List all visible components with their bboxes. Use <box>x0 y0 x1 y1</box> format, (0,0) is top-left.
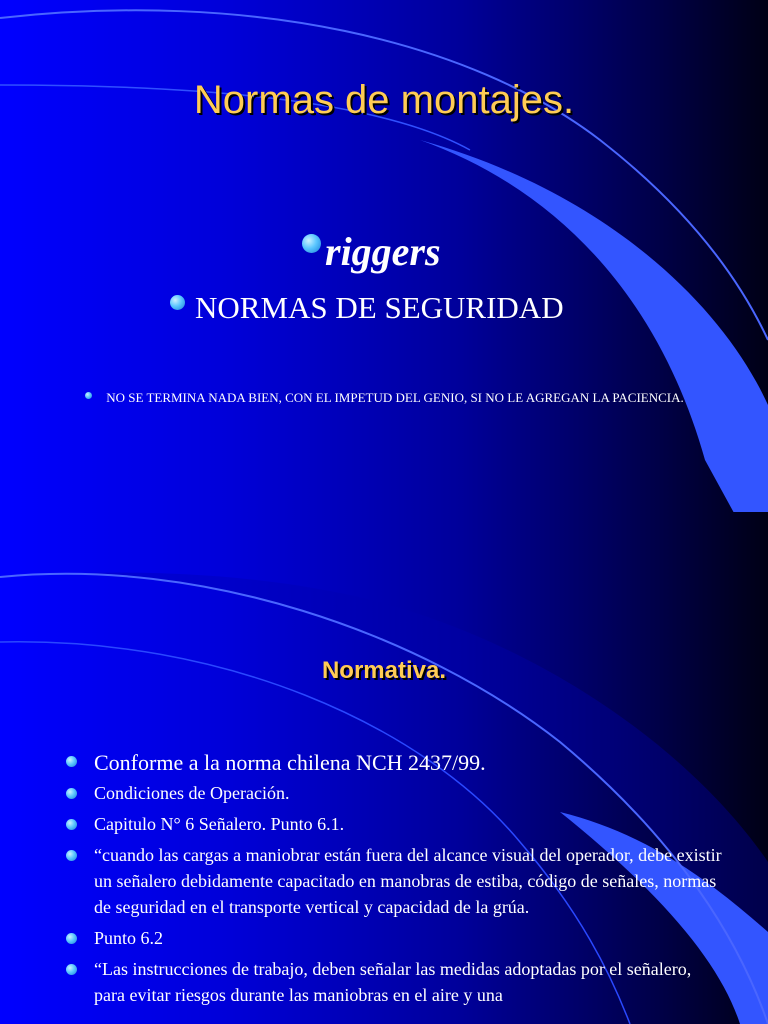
slide-2 <box>0 512 768 1024</box>
list-item <box>66 956 726 1008</box>
bullet-normas-de-seguridad <box>170 290 564 326</box>
slide-title: Normas de montajes. <box>193 78 575 122</box>
bullet-dot-icon <box>170 295 185 310</box>
list-item <box>66 925 726 951</box>
list-item-text: Conforme a la norma chilena NCH 2437/99. <box>94 750 486 775</box>
slide-title: Normativa. <box>321 657 447 684</box>
bullet-dot-icon <box>66 756 77 767</box>
list-item-text: Condiciones de Operación. <box>94 783 290 803</box>
bullet-dot-icon <box>66 933 77 944</box>
list-item-text: “cuando las cargas a maniobrar están fuera del alcance visual del operador, debe existir un señalero debidamente capacitado en manobras de estiba, código de señales, normas de seguridad en el transporte vertical y capacidad de la grúa. <box>94 845 722 917</box>
bullet-dot-icon <box>66 819 77 830</box>
bullet-dot-icon <box>302 234 321 253</box>
bullet-dot-icon <box>66 788 77 799</box>
bullet-normas-text: NORMAS DE SEGURIDAD <box>195 290 564 325</box>
list-item <box>66 811 726 837</box>
list-item-text: “Las instrucciones de trabajo, deben señalar las medidas adoptadas por el señalero, para evitar riesgos durante las maniobras en el aire y una <box>94 959 692 1005</box>
quote-text: NO SE TERMINA NADA BIEN, CON EL IMPETUD DEL GENIO, SI NO LE AGREGAN LA PACIENCIA. <box>106 390 684 405</box>
list-item-text: Capitulo N° 6 Señalero. Punto 6.1. <box>94 814 345 834</box>
quote-bullet <box>85 382 705 413</box>
bullet-riggers-text: riggers <box>325 229 441 274</box>
bullet-riggers <box>302 228 441 275</box>
list-item-text: Punto 6.2 <box>94 928 164 948</box>
bullet-list <box>66 748 726 1013</box>
list-item <box>66 748 726 778</box>
bullet-dot-icon <box>66 850 77 861</box>
bullet-dot-icon <box>85 392 92 399</box>
list-item <box>66 842 726 920</box>
list-item <box>66 780 726 806</box>
bullet-dot-icon <box>66 964 77 975</box>
